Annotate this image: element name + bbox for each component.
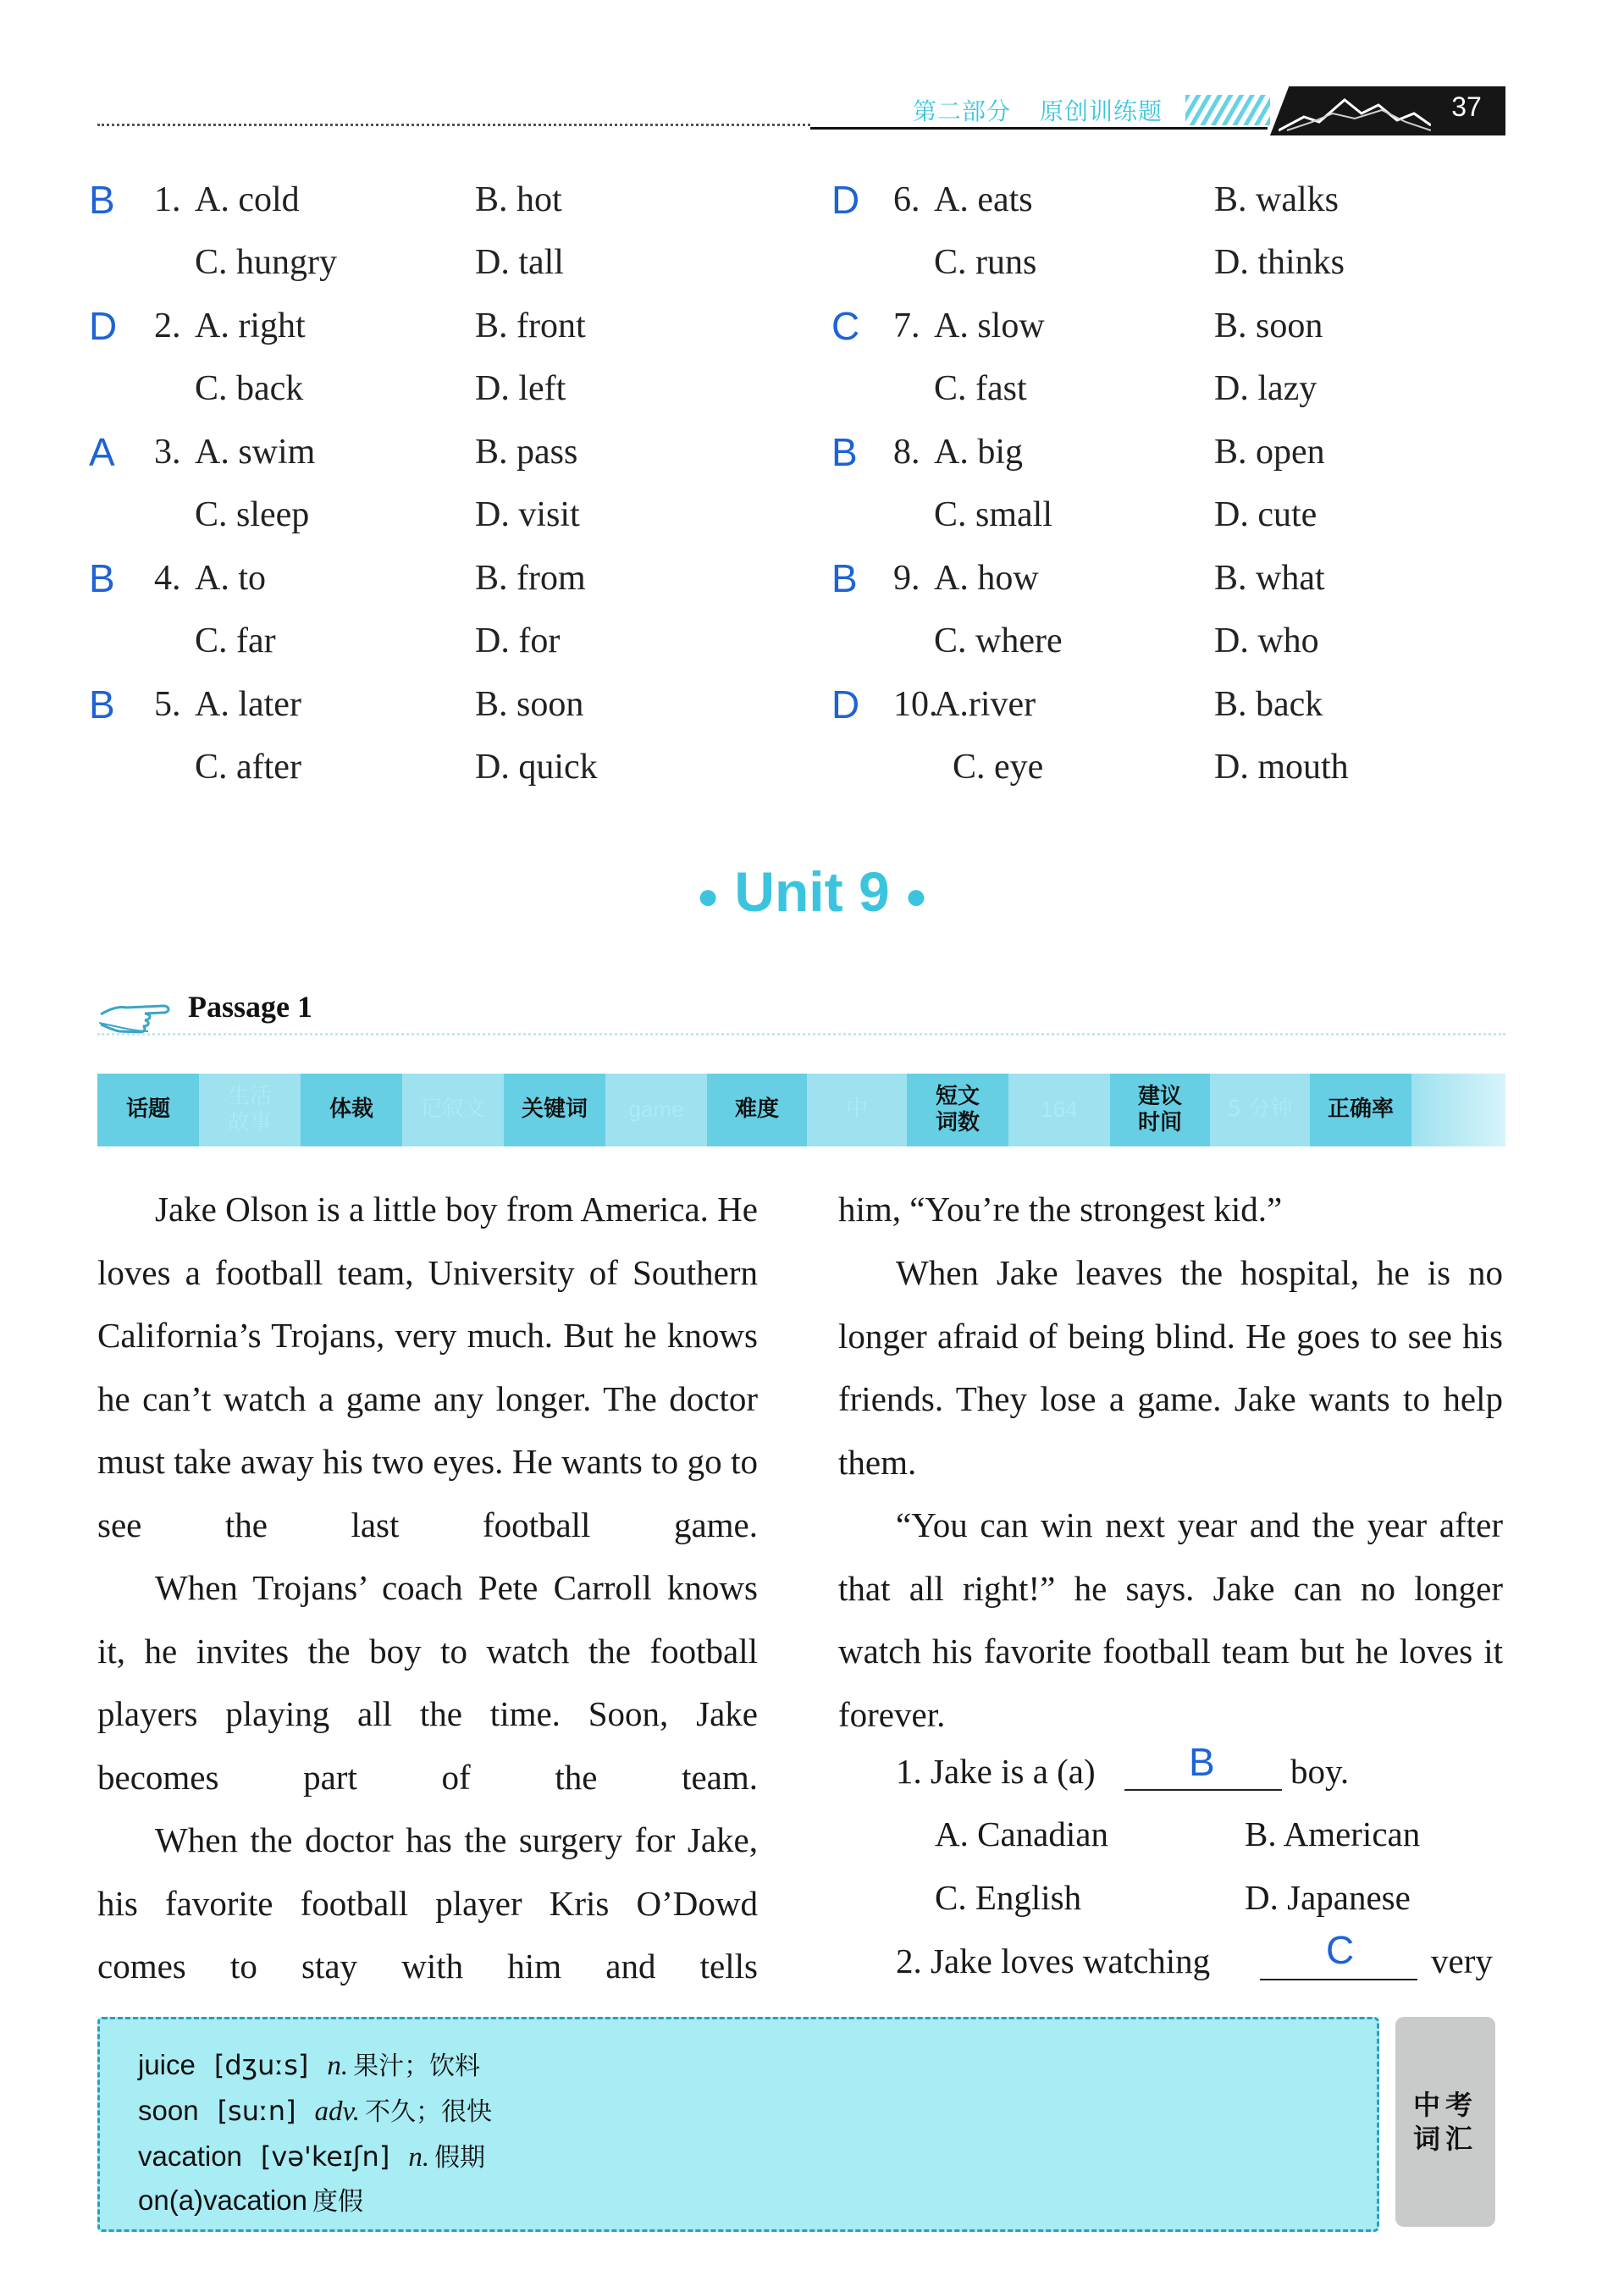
wordcount-value: 164: [1008, 1074, 1110, 1146]
genre-value: 记叙文: [402, 1074, 504, 1146]
item-10-option-a: A.river: [934, 685, 1036, 724]
mountain-icon: [1279, 88, 1431, 132]
answer-4: B: [89, 556, 115, 600]
item-3-option-a: A. swim: [195, 433, 316, 472]
wordcount-key-text: 短文词数: [935, 1083, 980, 1135]
vocabulary-entry: [138, 2136, 485, 2173]
item-6-option-b: B. walks: [1214, 180, 1339, 219]
passage-paragraph-3-continued: him, “You’re the strongest kid.”: [838, 1190, 1283, 1229]
item-6-option-c: C. runs: [934, 243, 1037, 282]
passage-info-bar: [97, 1074, 1505, 1146]
question-1-answer: B: [1189, 1740, 1215, 1784]
vocab-phonetic: [və'keɪʃn]: [260, 2140, 390, 2173]
difficulty-key: 难度: [707, 1074, 807, 1146]
answer-2: D: [89, 304, 118, 348]
question-2-stem-end: very: [1431, 1941, 1493, 1980]
item-10-option-c: C. eye: [953, 748, 1044, 787]
item-5-option-d: D. quick: [475, 748, 598, 787]
item-7-option-a: A. slow: [934, 307, 1045, 345]
question-1-option-a: A. Canadian: [935, 1814, 1108, 1853]
topic-value-text: 生活故事: [227, 1083, 272, 1135]
item-2-option-a: A. right: [195, 307, 306, 345]
side-tag-text: 中考词汇: [1412, 2089, 1478, 2155]
item-5-option-c: C. after: [195, 748, 301, 787]
passage-paragraph-4: When Jake leaves the hospital, he is no longer afraid of being blind. He goes to see his friends. They lose a game. Jake wants to help them.: [838, 1253, 1503, 1482]
item-5-option-b: B. soon: [475, 685, 584, 724]
vocabulary-entry: [138, 2180, 363, 2217]
header-section: 第二部分: [913, 97, 1012, 125]
time-key-text: 建议时间: [1137, 1083, 1182, 1135]
side-tag: [1395, 2017, 1495, 2227]
item-3-option-b: B. pass: [475, 433, 578, 472]
topic-value: [199, 1074, 301, 1146]
item-5-number: 5.: [154, 685, 181, 724]
item-1-option-c: C. hungry: [195, 243, 337, 282]
header-subsection: 原创训练题: [1040, 97, 1163, 125]
item-6-number: 6.: [893, 180, 920, 219]
item-3-option-d: D. visit: [475, 495, 580, 534]
passage-paragraph-5: “You can win next year and the year after that all right!” he says. Jake can no longer watch his favorite football team but he loves it forever.: [838, 1505, 1503, 1734]
header-stripes: [1185, 95, 1270, 125]
passage-label: Passage 1: [188, 990, 312, 1024]
item-9-option-a: A. how: [934, 559, 1039, 598]
question-2-answer: C: [1326, 1928, 1355, 1972]
vocab-phonetic: [dʒuːs]: [213, 2049, 309, 2081]
item-8-option-d: D. cute: [1214, 495, 1317, 534]
answer-7: C: [831, 304, 860, 348]
question-1-option-b: B. American: [1245, 1814, 1421, 1853]
vocab-phonetic: [suːn]: [217, 2095, 296, 2127]
header-dotted-rule: [97, 124, 810, 126]
item-4-option-d: D. for: [475, 621, 561, 660]
item-6-option-d: D. thinks: [1214, 243, 1345, 282]
item-4-option-b: B. from: [475, 559, 586, 598]
question-1-blank: [1124, 1789, 1282, 1791]
vocab-part-of-speech: adv.: [314, 2096, 360, 2127]
passage-paragraph-1: Jake Olson is a little boy from America. He loves a football team, University of Southern California’s Trojans, very much. But he knows he can’t watch a game any longer. The doctor must take away his two eyes. He wants to go to see the last football game.: [97, 1190, 758, 1544]
bullet-icon: ●: [904, 875, 928, 917]
item-10-option-d: D. mouth: [1214, 748, 1349, 787]
difficulty-value: 中: [807, 1074, 907, 1146]
item-9-option-d: D. who: [1214, 621, 1319, 660]
keyword-key: 关键词: [504, 1074, 605, 1146]
answer-8: B: [831, 430, 858, 474]
pointing-hand-icon: [97, 989, 182, 1035]
answer-6: D: [831, 178, 860, 222]
answer-10: D: [831, 682, 860, 726]
vocab-meaning: 不久；很快: [365, 2097, 492, 2127]
item-3-option-c: C. sleep: [195, 495, 310, 534]
vocab-meaning: 度假: [312, 2187, 363, 2217]
topic-key: 话题: [97, 1074, 199, 1146]
answer-5: B: [89, 682, 115, 726]
question-2-blank: [1260, 1979, 1417, 1980]
item-2-option-b: B. front: [475, 307, 586, 345]
item-4-option-a: A. to: [195, 559, 266, 598]
item-6-option-a: A. eats: [934, 180, 1033, 219]
item-7-option-b: B. soon: [1214, 307, 1323, 345]
item-1-option-b: B. hot: [475, 180, 562, 219]
item-4-option-c: C. far: [195, 621, 276, 660]
vocab-part-of-speech: n.: [327, 2051, 349, 2081]
item-1-option-a: A. cold: [195, 180, 300, 219]
vocab-word: juice: [138, 2049, 196, 2080]
item-8-option-c: C. small: [934, 495, 1053, 534]
vocab-meaning: 假期: [434, 2143, 486, 2173]
item-8-option-b: B. open: [1214, 433, 1325, 472]
vocabulary-entry: [138, 2090, 492, 2128]
answer-3: A: [89, 430, 115, 474]
vocab-part-of-speech: n.: [408, 2142, 430, 2173]
vocab-word: soon: [138, 2095, 199, 2126]
item-4-number: 4.: [154, 559, 181, 598]
item-8-number: 8.: [893, 433, 920, 472]
item-8-option-a: A. big: [934, 433, 1023, 472]
time-value: 5 分钟: [1210, 1074, 1310, 1146]
item-10-option-b: B. back: [1214, 685, 1323, 724]
item-1-option-d: D. tall: [475, 243, 564, 282]
genre-key: 体裁: [301, 1074, 402, 1146]
vocabulary-box: [97, 2017, 1379, 2232]
passage-paragraph-2: When Trojans’ coach Pete Carroll knows it, he invites the boy to watch the football players playing all the time. Soon, Jake becomes part of the team.: [97, 1568, 758, 1797]
vocab-word: vacation: [138, 2140, 242, 2172]
vocabulary-entry: [138, 2045, 480, 2082]
item-2-option-d: D. left: [475, 369, 566, 408]
accuracy-key: 正确率: [1310, 1074, 1411, 1146]
passage-dotted-rule: [97, 1033, 1505, 1036]
time-key: [1110, 1074, 1210, 1146]
item-10-number: 10.: [893, 685, 938, 724]
answer-9: B: [831, 556, 858, 600]
item-7-option-d: D. lazy: [1214, 369, 1317, 408]
item-5-option-a: A. later: [195, 685, 301, 724]
item-9-number: 9.: [893, 559, 920, 598]
vocab-word: on(a)vacation: [138, 2184, 307, 2216]
passage-paragraph-3: When the doctor has the surgery for Jake, his favorite football player Kris O’Dowd comes to stay with him and tells: [97, 1820, 758, 1986]
item-2-number: 2.: [154, 307, 181, 345]
wordcount-key: [907, 1074, 1008, 1146]
unit-heading: [0, 859, 1624, 924]
keyword-value: game: [605, 1074, 707, 1146]
accuracy-value-blank: [1411, 1074, 1505, 1146]
item-7-number: 7.: [893, 307, 920, 345]
header-rule: [810, 127, 1268, 130]
bullet-icon: ●: [696, 875, 720, 917]
item-3-number: 3.: [154, 433, 181, 472]
vocab-meaning: 果汁；饮料: [353, 2052, 481, 2081]
item-1-number: 1.: [154, 180, 181, 219]
item-9-option-b: B. what: [1214, 559, 1325, 598]
unit-title: Unit 9: [734, 860, 890, 923]
question-1-option-c: C. English: [935, 1878, 1082, 1917]
item-7-option-c: C. fast: [934, 369, 1027, 408]
question-1-stem-end: boy.: [1290, 1752, 1350, 1791]
question-1-stem: 1. Jake is a (a): [896, 1752, 1096, 1791]
answer-1: B: [89, 178, 115, 222]
item-2-option-c: C. back: [195, 369, 304, 408]
page-number: 37: [1451, 91, 1482, 122]
item-9-option-c: C. where: [934, 621, 1063, 660]
question-2-stem: 2. Jake loves watching: [896, 1941, 1211, 1980]
question-1-option-d: D. Japanese: [1245, 1878, 1411, 1917]
